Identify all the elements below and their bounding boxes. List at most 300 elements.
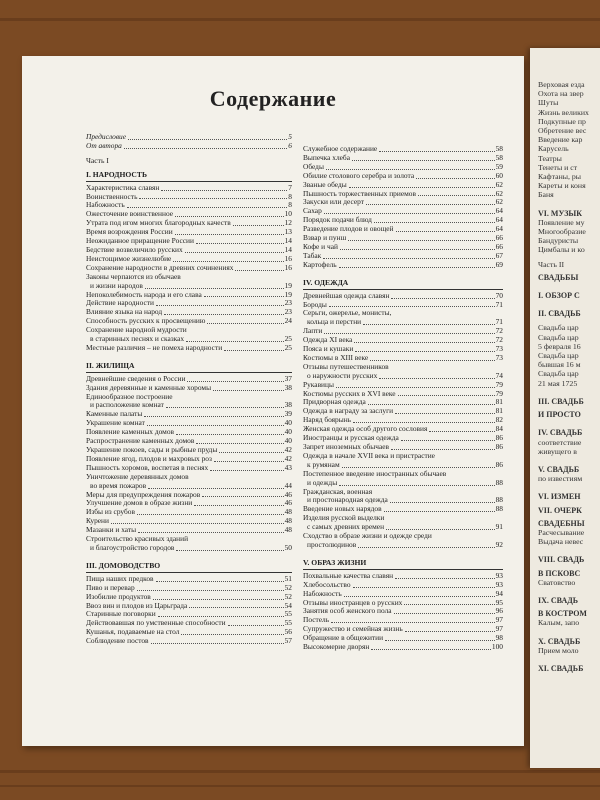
toc-entry-title: Костюмы в XIII веке [303, 352, 369, 362]
toc-entry-title: Появление каменных домов [86, 427, 175, 437]
next-page-line: Обретение вес [538, 126, 587, 136]
toc-entry-title: Званые обеды [303, 179, 347, 189]
toc-entry-title: и жизни народов [90, 280, 143, 290]
toc-entry-page: 50 [284, 542, 292, 552]
toc-leader-dots [219, 452, 283, 453]
toc-entry-title: Постель [303, 615, 330, 625]
toc-entry [303, 607, 503, 616]
toc-leader-dots [324, 213, 495, 214]
toc-entry-title: Порядок подачи блюд [303, 215, 372, 225]
toc-entry-page: 59 [495, 161, 503, 171]
toc-entry-page: 37 [284, 373, 292, 383]
next-page-line: Свадьба цар [538, 351, 579, 361]
toc-entry-page: 16 [284, 253, 292, 263]
toc-leader-dots [196, 443, 283, 444]
toc-entry-title: Древнейшая одежда славян [303, 290, 390, 300]
toc-entry-title: Действовавшая по умственные способности [86, 618, 226, 628]
toc-entry-title: Сохранение народной мудрости [86, 325, 187, 335]
section-heading: III. ДОМОВОДСТВО [86, 562, 292, 573]
toc-entry-title: и расположение комнат [90, 400, 164, 410]
toc-entry-page: 79 [495, 379, 503, 389]
toc-entry [86, 344, 292, 353]
toc-entry-title: Взвар и пунш [303, 233, 347, 243]
toc-entry-title: Распространение каменных домов [86, 436, 195, 446]
toc-entry-title: Бедствие возвеличило русских [86, 244, 183, 254]
toc-entry-page: 13 [284, 227, 292, 237]
toc-leader-dots [398, 395, 495, 396]
toc-entry-page: 40 [284, 418, 292, 428]
toc-entry [303, 243, 503, 252]
toc-entry-title: Соблюдение постов [86, 636, 149, 646]
toc-leader-dots [127, 207, 288, 208]
toc-entry-title: в старинных песнях и сказках [90, 334, 185, 344]
toc-entry-page: 98 [495, 633, 503, 643]
toc-entry-page: 5 [288, 132, 292, 141]
toc-leader-dots [185, 252, 284, 253]
toc-entry-page: 40 [284, 436, 292, 446]
next-page-line: В ПСКОВС [538, 568, 581, 578]
toc-leader-dots [395, 578, 495, 579]
toc-entry-title: Утрата под игом многих благородных качеств [86, 218, 231, 228]
next-page-line: 5 февраля 16 [538, 341, 581, 351]
toc-entry-title: От автора [86, 140, 122, 150]
toc-leader-dots [228, 625, 284, 626]
toc-entry-page: 67 [495, 250, 503, 260]
spacer [538, 388, 589, 393]
toc-leader-dots [175, 234, 284, 235]
toc-leader-dots [128, 139, 287, 140]
toc-entry-page: 48 [284, 507, 292, 517]
spacer [538, 456, 589, 461]
toc-entry-title: Серьги, ожерелье, монисты, [303, 308, 392, 318]
spacer [538, 587, 589, 592]
spacer [538, 655, 589, 660]
toc-leader-dots [158, 616, 284, 617]
toc-leader-dots [194, 505, 283, 506]
next-page-line: Появление му [538, 217, 585, 227]
toc-entry-title: Здания деревянные и каменные хоромы [86, 382, 212, 392]
toc-leader-dots [189, 607, 283, 608]
toc-entry-page: 55 [284, 609, 292, 619]
next-page-line: V. СВАДЬБ [538, 464, 580, 474]
toc-leader-dots [390, 502, 495, 503]
toc-leader-dots [384, 511, 495, 512]
toc-entry-title: Гражданская, военная [303, 486, 373, 496]
spacer [538, 300, 589, 305]
toc-entry-title: Рукавицы [303, 379, 334, 389]
toc-entry-title: Пиво и перевар [86, 582, 135, 592]
toc-entry [86, 637, 292, 646]
toc-entry-title: Кофе и чай [303, 241, 338, 251]
toc-entry-title: о наружности русских [307, 370, 378, 380]
toc-leader-dots [214, 461, 284, 462]
toc-column-left [86, 133, 292, 650]
toc-entry-title: Характеристика славян [86, 182, 160, 192]
spacer [538, 483, 589, 488]
toc-leader-dots [331, 622, 495, 623]
toc-entry-page: 55 [284, 618, 292, 628]
toc-leader-dots [386, 529, 495, 530]
toc-entry-page: 43 [284, 462, 292, 472]
toc-entry-page: 96 [495, 606, 503, 616]
toc-leader-dots [352, 160, 495, 161]
spacer [538, 628, 589, 633]
toc-leader-dots [202, 496, 283, 497]
toc-entry-title: Одежда в награду за заслуги [303, 406, 394, 416]
toc-entry-page: 24 [284, 316, 292, 326]
toc-entry-title: Кушанья, подаваемые на стол [86, 627, 180, 637]
toc-entry-page: 42 [284, 453, 292, 463]
toc-entry-title: Высокомерие дворян [303, 642, 370, 652]
toc-entry-title: Украшение комнат [86, 418, 145, 428]
toc-leader-dots [156, 305, 284, 306]
toc-leader-dots [391, 298, 494, 299]
toc-leader-dots [405, 631, 495, 632]
toc-leader-dots [379, 151, 494, 152]
toc-leader-dots [418, 195, 495, 196]
toc-entry-page: 69 [495, 259, 503, 269]
toc-leader-dots [353, 587, 495, 588]
toc-entry-title: Законы черпаются из обычаев [86, 271, 181, 281]
toc-leader-dots [385, 640, 495, 641]
toc-entry-page: 86 [495, 459, 503, 469]
toc-entry-page: 88 [495, 504, 503, 514]
toc-entry-page: 64 [495, 215, 503, 225]
toc-entry-title: Выпечка хлеба [303, 152, 350, 162]
toc-entry-page: 93 [495, 579, 503, 589]
next-page-line: И ПРОСТО [538, 410, 581, 420]
toc-leader-dots [166, 407, 284, 408]
toc-entry-page: 71 [495, 299, 503, 309]
toc-entry-page: 86 [495, 442, 503, 451]
toc-entry-title: Хлебосольство [303, 579, 351, 589]
toc-entry-title: Занятия особ женского пола [303, 606, 392, 616]
next-page-line: Кареты и коня [538, 181, 586, 191]
spacer [86, 553, 292, 557]
toc-leader-dots [156, 581, 284, 582]
toc-leader-dots [329, 306, 495, 307]
toc-entry [303, 318, 503, 327]
next-page-line: X. СВАДЬБ [538, 636, 581, 646]
toc-entry-page: 10 [284, 209, 292, 219]
toc-leader-dots [363, 324, 495, 325]
toc-entry-title: Придворная одежда [303, 397, 366, 407]
toc-entry-title: Способность русских к просвещению [86, 316, 206, 326]
toc-entry-page: 92 [495, 539, 503, 549]
toc-entry-page: 84 [495, 424, 503, 434]
toc-entry-page: 72 [495, 335, 503, 345]
toc-entry-title: Пышность торжественных приемов [303, 188, 416, 198]
toc-entry-title: Ввоз вин и плодов из Царьграда [86, 600, 188, 610]
toc-entry-title: Похвальные качества славян [303, 570, 394, 580]
toc-entry-title: с самых древних времен [307, 522, 385, 532]
toc-entry-page: 25 [284, 342, 292, 352]
toc-leader-dots [429, 431, 494, 432]
toc-entry-title: Строительство красивых зданий [86, 534, 189, 544]
toc-entry-title: Изобилие продуктов [86, 591, 151, 601]
toc-entry-title: Супружество и семейная жизнь [303, 624, 403, 634]
toc-leader-dots [233, 225, 284, 226]
toc-leader-dots [326, 169, 495, 170]
next-page-line: Баня [538, 190, 554, 200]
next-page-line: XI. СВАДЬБ [538, 663, 584, 673]
toc-entry-page: 66 [495, 241, 503, 251]
toc-entry-title: Пышность хоромов, воспетая в песнях [86, 462, 209, 472]
toc-entry-page: 56 [284, 627, 292, 637]
section-heading: II. ЖИЛИЩА [86, 362, 292, 373]
toc-leader-dots [401, 440, 495, 441]
toc-entry-title: Лапти [303, 326, 323, 336]
next-page-line: Тенеты и ст [538, 162, 578, 172]
toc-entry-title: Старинные поговорки [86, 609, 156, 619]
next-page-line: Бандуристы [538, 236, 579, 246]
toc-entry-title: Разведение плодов и овощей [303, 224, 394, 234]
toc-entry-title: Воинственность [86, 191, 138, 201]
next-page-line: соответствие [538, 437, 582, 447]
toc-entry-page: 58 [495, 144, 503, 153]
next-page-line: по известиям [538, 474, 583, 484]
toc-entry-page: 7 [288, 182, 292, 192]
toc-leader-dots [396, 231, 495, 232]
toc-leader-dots [391, 449, 495, 450]
toc-leader-dots [416, 178, 494, 179]
toc-leader-dots [235, 270, 283, 271]
toc-entry-page: 71 [495, 317, 503, 327]
toc-entry-title: Постепенное введение иностранных обычаев [303, 468, 447, 478]
toc-entry-page: 62 [495, 179, 503, 189]
toc-entry-page: 81 [495, 406, 503, 416]
toc-entry-page: 72 [495, 326, 503, 336]
toc-entry-page: 46 [284, 489, 292, 499]
toc-entry-title: Предисловие [86, 132, 127, 141]
toc-leader-dots [339, 485, 494, 486]
toc-entry [303, 154, 503, 163]
toc-leader-dots [336, 387, 495, 388]
toc-leader-dots [187, 381, 283, 382]
spacer [303, 652, 503, 656]
toc-entry-title: Бороды [303, 299, 327, 309]
toc-entry-title: и одежды [307, 477, 338, 487]
toc-entry-title: Отзывы иностранцев о русских [303, 597, 403, 607]
next-page-line: Театры [538, 153, 562, 163]
toc-leader-dots [111, 523, 284, 524]
toc-leader-dots [324, 333, 494, 334]
toc-entry-title: Пища наших предков [86, 573, 154, 583]
toc-leader-dots [153, 599, 284, 600]
next-page-line: III. СВАДЬБ [538, 396, 584, 406]
toc-entry-title: во время пожаров [90, 480, 147, 490]
toc-entry-page: 40 [284, 427, 292, 437]
next-page-line: Сватовство [538, 577, 576, 587]
toc-leader-dots [151, 643, 284, 644]
toc-entry-title: Время возрождения России [86, 227, 173, 237]
next-page-line: II. СВАДЬБ [538, 309, 581, 319]
next-page-line: Шуты [538, 98, 559, 108]
toc-entry-title: к румянам [307, 459, 340, 469]
toc-entry-title: Влияние языка на народ [86, 307, 163, 317]
toc-entry-page: 94 [495, 588, 503, 598]
next-page-line: Калым, запо [538, 618, 580, 628]
toc-leader-dots [137, 590, 284, 591]
next-page-line: Кафтаны, ры [538, 172, 582, 182]
toc-entry-title: Украшение покоев, сады и рыбные пруды [86, 445, 218, 454]
next-page-line: VI. ИЗМЕН [538, 492, 581, 502]
toc-entry-page: 62 [495, 188, 503, 198]
spacer [86, 646, 292, 650]
next-page-line: Введение кар [538, 135, 583, 145]
spacer [538, 546, 589, 551]
toc-entry-page: 19 [284, 289, 292, 299]
spacer [538, 419, 589, 424]
toc-entry-title: Пояса и кушаки [303, 344, 354, 354]
toc-next-page [538, 80, 589, 673]
toc-leader-dots [176, 550, 283, 551]
toc-leader-dots [379, 378, 494, 379]
toc-leader-dots [394, 613, 495, 614]
next-page-line: Свадьба цар [538, 369, 579, 379]
toc-entry-page: 66 [495, 233, 503, 243]
spacer [303, 270, 503, 274]
toc-entry-title: Сходство в образе жизни и одежде среди [303, 531, 432, 541]
part-label: Часть I [86, 155, 109, 165]
next-page-line: Выдача невес [538, 537, 584, 547]
toc-entry [303, 198, 503, 207]
toc-leader-dots [138, 532, 284, 533]
toc-entry-title: Местные различия – не помеха народности [86, 342, 223, 352]
spacer [86, 353, 292, 357]
toc-entry-page: 70 [495, 290, 503, 300]
toc-entry-title: Отзывы путешественников [303, 361, 389, 371]
toc-leader-dots [173, 261, 283, 262]
toc-entry-title: Обилие столового серебра и золота [303, 170, 415, 180]
spacer [303, 550, 503, 554]
next-page-line: Прием моло [538, 645, 579, 655]
next-page-line: IV. СВАДЬБ [538, 428, 583, 438]
toc-leader-dots [145, 288, 284, 289]
toc-entry [303, 292, 503, 301]
toc-leader-dots [175, 216, 284, 217]
toc-entry-page: 73 [495, 344, 503, 354]
toc-entry-page: 8 [288, 200, 292, 210]
toc-entry-page: 42 [284, 445, 292, 454]
toc-entry-title: Единообразное построение [86, 391, 173, 401]
toc-entry [86, 544, 292, 553]
toc-entry-page: 86 [495, 433, 503, 443]
section-heading: V. ОБРАЗ ЖИЗНИ [303, 559, 503, 570]
section-heading: I. НАРОДНОСТЬ [86, 171, 292, 182]
toc-entry-title: Курени [86, 516, 109, 526]
next-page-line: бывшая 16 м [538, 360, 581, 370]
next-page-line: 21 мая 1725 [538, 378, 578, 388]
toc-entry-title: Запрет иноземных обычаев [303, 442, 390, 451]
toc-entry-page: 14 [284, 236, 292, 246]
toc-entry-title: Иностранцы и русская одежда [303, 433, 399, 443]
toc-entry-title: Неистощимое жизнелюбие [86, 253, 172, 263]
toc-entry-page: 48 [284, 516, 292, 526]
toc-entry-title: Одежда XI века [303, 335, 353, 345]
toc-entry-title: Сохранение народности в древних сочинениях [86, 262, 234, 272]
toc-entry-title: Изделия русской выделки [303, 513, 385, 523]
toc-entry-title: Уничтожение деревянных домов [86, 471, 189, 481]
toc-entry-page: 16 [284, 262, 292, 272]
toc-entry-page: 8 [288, 191, 292, 201]
toc-entry-page: 52 [284, 591, 292, 601]
next-page-line: VIII. СВАДЬ [538, 555, 585, 565]
toc-entry [86, 508, 292, 517]
toc-leader-dots [124, 148, 287, 149]
next-page-line: Свадьба цар [538, 332, 579, 342]
next-page-line: Свадьба цар [538, 323, 579, 333]
toc-entry [303, 643, 503, 652]
spacer [538, 282, 589, 287]
toc-entry-title: Действие народности [86, 298, 154, 308]
toc-entry-title: и простонародная одежда [307, 495, 388, 505]
toc-entry-title: Введение новых нарядов [303, 504, 382, 514]
toc-leader-dots [176, 434, 284, 435]
toc-leader-dots [164, 314, 283, 315]
toc-leader-dots [404, 604, 494, 605]
toc-entry-title: Сахар [303, 206, 322, 216]
next-page-line: Цимбалы и ко [538, 245, 585, 255]
toc-entry-title: Древнейшие сведения о России [86, 373, 186, 383]
toc-entry-page: 39 [284, 409, 292, 419]
toc-leader-dots [340, 249, 495, 250]
toc-leader-dots [366, 204, 495, 205]
toc-entry-page: 57 [284, 636, 292, 646]
toc-leader-dots [144, 416, 283, 417]
next-page-line: I. ОБЗОР С [538, 291, 580, 301]
toc-leader-dots [204, 296, 284, 297]
toc-entry-page: 64 [495, 206, 503, 216]
toc-entry-title: Наряд боярынь [303, 415, 352, 425]
toc-leader-dots [371, 649, 491, 650]
toc-leader-dots [207, 323, 283, 324]
toc-entry-title: Обращение в общежитии [303, 633, 384, 643]
toc-entry-page: 25 [284, 334, 292, 344]
toc-leader-dots [137, 514, 284, 515]
toc-leader-dots [339, 267, 495, 268]
toc-entry-page: 14 [284, 244, 292, 254]
toc-entry-title: Костюмы русских в XVI веке [303, 388, 396, 398]
toc-leader-dots [355, 351, 494, 352]
next-page-line: IX. СВАДЬ [538, 595, 579, 605]
next-page-line: Охота на звер [538, 89, 584, 99]
toc-leader-dots [161, 190, 287, 191]
toc-leader-dots [348, 240, 494, 241]
toc-entry-page: 54 [284, 600, 292, 610]
toc-entry-page: 82 [495, 415, 503, 425]
toc-entry-page: 100 [491, 642, 503, 652]
next-page-line: В КОСТРОМ [538, 609, 587, 619]
toc-entry-title: Одежда в начале XVII века и пристрастие [303, 450, 435, 460]
toc-leader-dots [147, 425, 284, 426]
toc-entry-title: и благоустройство городов [90, 542, 175, 552]
toc-entry-title: Появление ягод, плодов и махровых роз [86, 453, 212, 463]
toc-entry [86, 142, 292, 151]
toc-entry-page: 58 [495, 152, 503, 162]
next-page-line: живущего в [538, 446, 577, 456]
toc-entry-page: 48 [284, 525, 292, 535]
toc-leader-dots [395, 413, 495, 414]
next-page-line: СВАДЕБНЫ [538, 518, 585, 528]
toc-entry-page: 74 [495, 370, 503, 380]
toc-entry-page: 19 [284, 280, 292, 290]
next-page-line: СВАДЬБЫ [538, 272, 579, 282]
toc-entry-page: 91 [495, 522, 503, 532]
toc-leader-dots [224, 350, 283, 351]
toc-entry-page: 97 [495, 624, 503, 634]
toc-entry-page: 97 [495, 615, 503, 625]
